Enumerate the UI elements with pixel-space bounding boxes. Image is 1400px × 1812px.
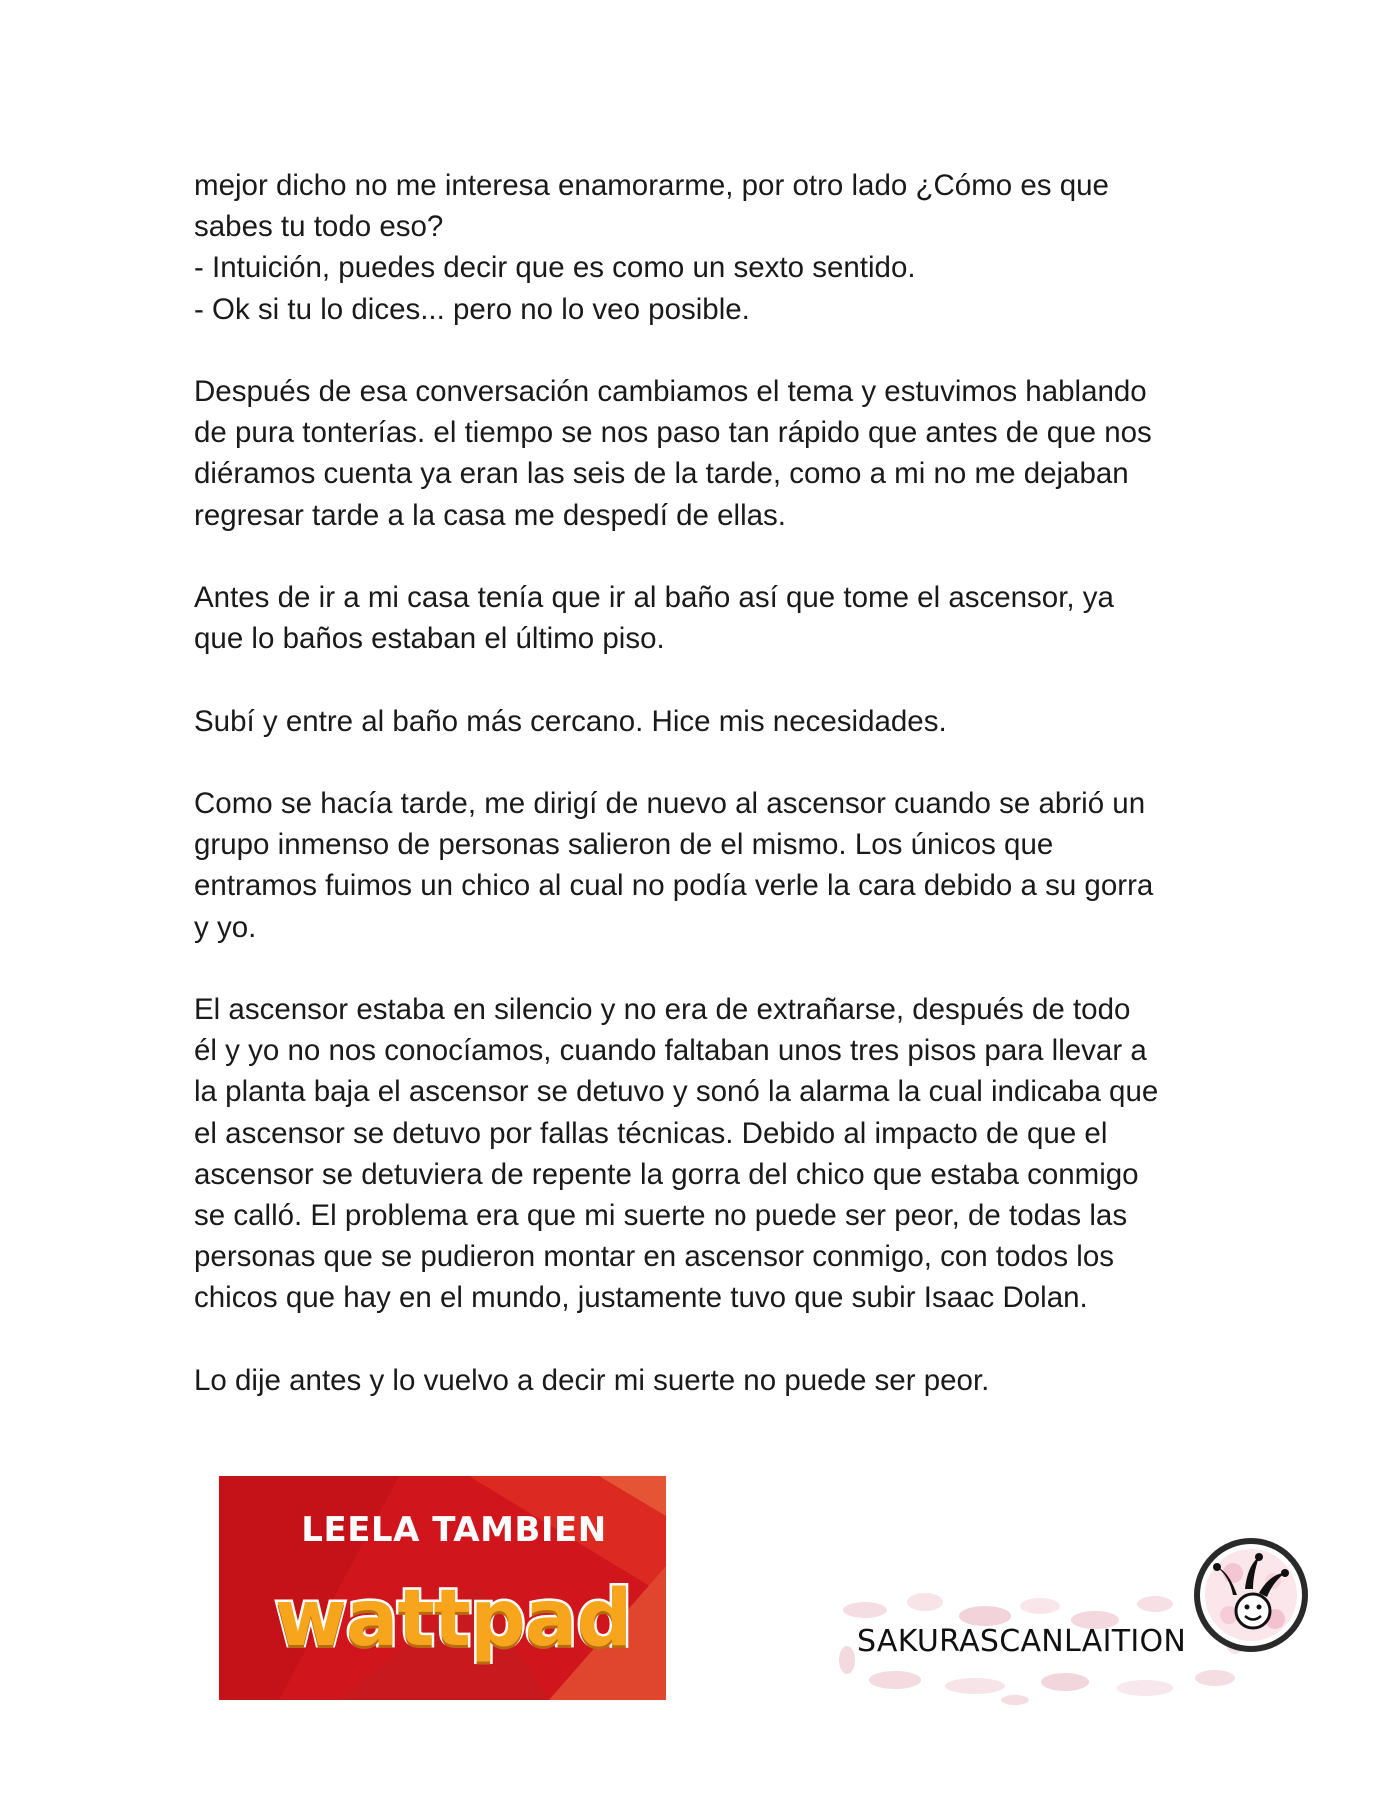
banner-heading: LEELA TAMBIEN bbox=[301, 1510, 607, 1550]
text-line: el ascensor se detuvo por fallas técnicas. Debido al impacto de que el bbox=[194, 1116, 1108, 1150]
text-line: él y yo no nos conocíamos, cuando faltaban unos tres pisos para llevar a bbox=[194, 1034, 1147, 1068]
text-line: Lo dije antes y lo vuelvo a decir mi suerte no puede ser peor. bbox=[194, 1363, 990, 1397]
text-line: Después de esa conversación cambiamos el tema y estuvimos hablando bbox=[194, 375, 1147, 408]
text-line: ascensor se detuviera de repente la gorra del chico que estaba conmigo bbox=[194, 1157, 1139, 1191]
paragraph-6 bbox=[194, 989, 1214, 1319]
jester-icon bbox=[1193, 1537, 1309, 1653]
petals-background bbox=[835, 1540, 1255, 1705]
text-line: la planta baja el ascensor se detuvo y sonó la alarma la cual indicaba que bbox=[194, 1075, 1159, 1109]
text-line: grupo inmenso de personas salieron de el mismo. Los únicos que bbox=[194, 828, 1054, 862]
text-line: sabes tu todo eso? bbox=[194, 210, 444, 244]
text-line: entramos fuimos un chico al cual no podía verle la cara debido a su gorra bbox=[194, 869, 1154, 903]
text-line: chicos que hay en el mundo, justamente tuvo que subir Isaac Dolan. bbox=[194, 1281, 1088, 1315]
text-line: y yo. bbox=[194, 910, 257, 944]
wattpad-banner bbox=[219, 1476, 666, 1700]
story-text bbox=[194, 165, 1214, 1401]
paragraph-2 bbox=[194, 371, 1214, 536]
credit-text: SAKURASCANLAITION bbox=[857, 1624, 1187, 1659]
wattpad-logo: wattpad bbox=[274, 1574, 632, 1664]
text-line: - Ok si tu lo dices... pero no lo veo posible. bbox=[194, 292, 750, 326]
paragraph-5 bbox=[194, 783, 1214, 948]
text-line: Subí y entre al baño más cercano. Hice mis necesidades. bbox=[194, 704, 947, 738]
paragraph-7 bbox=[194, 1360, 1214, 1401]
text-line: regresar tarde a la casa me despedí de ellas. bbox=[194, 498, 786, 532]
sakura-credit bbox=[835, 1540, 1255, 1705]
text-line: se calló. El problema era que mi suerte no puede ser peor, de todas las bbox=[194, 1199, 1128, 1232]
paragraph-4 bbox=[194, 701, 1214, 742]
text-line: personas que se pudieron montar en ascensor conmigo, con todos los bbox=[194, 1240, 1114, 1274]
text-line: diéramos cuenta ya eran las seis de la tarde, como a mi no me dejaban bbox=[194, 457, 1129, 491]
text-line: El ascensor estaba en silencio y no era de extrañarse, después de todo bbox=[194, 992, 1131, 1026]
text-line: mejor dicho no me interesa enamorarme, por otro lado ¿Cómo es que bbox=[194, 169, 1109, 202]
text-line: Antes de ir a mi casa tenía que ir al baño así que tome el ascensor, ya bbox=[194, 581, 1114, 614]
text-line: que lo baños estaban el último piso. bbox=[194, 622, 665, 656]
text-line: Como se hacía tarde, me dirigí de nuevo al ascensor cuando se abrió un bbox=[194, 786, 1146, 820]
text-line: - Intuición, puedes decir que es como un sexto sentido. bbox=[194, 251, 916, 285]
text-line: de pura tonterías. el tiempo se nos paso tan rápido que antes de que nos bbox=[194, 416, 1152, 450]
paragraph-3 bbox=[194, 577, 1214, 659]
paragraph-1 bbox=[194, 165, 1214, 330]
